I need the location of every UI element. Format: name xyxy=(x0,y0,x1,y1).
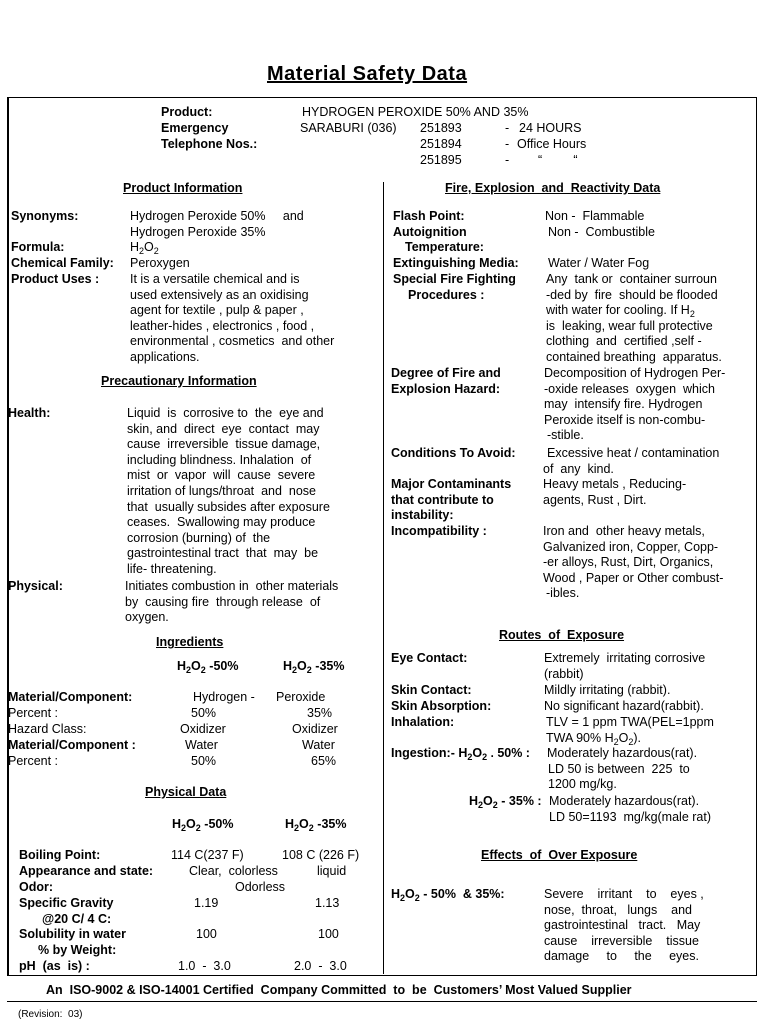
inhal-line: TWA 90% $H_2O_2$). xyxy=(546,730,642,747)
phone-place: SARABURI (036) xyxy=(300,121,397,135)
autoign-value: Non - Combustible xyxy=(548,225,655,239)
health-line: corrosion (burning) of the xyxy=(127,530,271,545)
health-text xyxy=(127,406,330,578)
contam-label-line: that contribute to xyxy=(391,492,494,507)
fire-heading: Fire, Explosion and Reactivity Data xyxy=(445,181,661,195)
boiling-label: Boiling Point: xyxy=(19,848,101,862)
physical-data-heading: Physical Data xyxy=(145,785,227,799)
boiling-v2: 108 C (226 F) xyxy=(282,848,360,862)
ingredients-heading: Ingredients xyxy=(156,635,224,649)
contam-label xyxy=(391,477,511,524)
phone-number: 251894 xyxy=(420,137,462,151)
revision-text: (Revision: 03) xyxy=(18,1009,83,1020)
col-label: -50% xyxy=(209,659,239,673)
col-label: -50% xyxy=(204,817,234,831)
solubility-sub: % by Weight: xyxy=(38,943,117,957)
synonyms-line: Hydrogen Peroxide 35% xyxy=(130,224,266,239)
health-line: mist or vapor will cause severe xyxy=(127,468,316,483)
effects-label-text: - 50% & 35%: xyxy=(423,887,505,901)
ingest-label: Ingestion:- $H_2O_2$ . 50% : xyxy=(391,746,530,762)
health-line: life- threatening. xyxy=(127,561,217,576)
special-text xyxy=(546,272,722,366)
boiling-v1: 114 C(237 F) xyxy=(171,848,244,862)
product-value: HYDROGEN PEROXIDE 50% AND 35% xyxy=(302,105,529,119)
ingredient-row-v1: Hydrogen - xyxy=(193,690,255,704)
special-line: with water for cooling. If $H_2$ xyxy=(546,303,695,320)
ingest1-line: LD 50 is between 225 to xyxy=(548,761,690,776)
column-divider xyxy=(383,182,384,974)
health-label: Health: xyxy=(8,406,51,420)
emergency-label: Emergency xyxy=(161,121,229,135)
ingest-label-a: Ingestion:- H xyxy=(391,746,468,760)
physical-col-50: $H_2O_2$ -50% xyxy=(172,817,234,833)
conditions-line: of any kind. xyxy=(543,461,614,476)
special-line: clothing and certified ,self - xyxy=(546,334,702,349)
incompat-line: Iron and other heavy metals, xyxy=(543,524,705,538)
solubility-label: Solubility in water xyxy=(19,927,126,941)
conditions-line: Excessive heat / contamination xyxy=(547,446,720,460)
precaution-heading: Precautionary Information xyxy=(101,374,257,388)
formula-sub: 2 xyxy=(153,246,159,256)
uses-line: environmental , cosmetics and other xyxy=(130,334,335,349)
ingest2-line: LD 50=1193 mg/kg(male rat) xyxy=(549,809,711,824)
autoign-label: Autoignition xyxy=(393,225,467,239)
special-line: Any tank or container surroun xyxy=(546,272,717,286)
footer-statement: An ISO-9002 & ISO-14001 Certified Company Committed to be Customers’ Most Valued Supplier xyxy=(46,983,632,997)
ingredient-row-v1: 50% xyxy=(191,706,217,720)
incompat-line: -ibles. xyxy=(546,586,580,601)
gravity-v2: 1.13 xyxy=(315,896,340,910)
uses-label: Product Uses : xyxy=(11,272,100,286)
health-line: that usually subsides after exposure xyxy=(127,499,330,514)
ingredient-row-v1: Water xyxy=(185,738,218,752)
col-label: -35% xyxy=(317,817,347,831)
conditions-label: Conditions To Avoid: xyxy=(391,446,516,460)
uses-line: applications. xyxy=(130,349,200,364)
footer-divider xyxy=(7,1001,757,1002)
phone-number: 251895 xyxy=(420,153,462,167)
health-line: skin, and direct eye contact may xyxy=(127,421,320,436)
skin-label: Skin Contact: xyxy=(391,683,472,697)
flash-label: Flash Point: xyxy=(393,209,465,223)
uses-line: used extensively as an oxidising xyxy=(130,287,309,302)
formula-part: O xyxy=(144,240,154,254)
phone-note: Office Hours xyxy=(517,137,587,151)
solubility-v2: 100 xyxy=(318,927,339,941)
uses-line: leather-hides , electronics , food , xyxy=(130,318,315,333)
physical-line: oxygen. xyxy=(125,610,169,625)
ingredient-row-v2: Water xyxy=(302,738,335,752)
contam-text xyxy=(543,477,686,508)
uses-text xyxy=(130,272,334,366)
ingredients-col-35: $H_2O_2$ -35% xyxy=(283,659,345,675)
contam-label-line: Major Contaminants xyxy=(391,477,512,491)
special-line: -ded by fire should be flooded xyxy=(546,287,718,302)
uses-line: agent for textile , pulp & paper , xyxy=(130,303,304,318)
special-label: Special Fire Fighting xyxy=(393,272,516,286)
ph-label: pH (as is) : xyxy=(19,959,90,973)
formula-label: Formula: xyxy=(11,240,65,254)
flash-value: Non - Flammable xyxy=(545,209,645,223)
gravity-sub: @20 C/ 4 C: xyxy=(42,912,112,926)
health-line: ceases. Swallowing may produce xyxy=(127,515,316,530)
ingredient-row-v1: Oxidizer xyxy=(180,722,226,736)
special-label2: Procedures : xyxy=(408,288,485,302)
ingredient-row-v2: 65% xyxy=(311,754,337,768)
ingest-label-b: 50% : xyxy=(493,746,530,760)
ingest1-text xyxy=(547,746,697,793)
ingest2-label: $H_2O_2 - 35\%$ : xyxy=(469,794,542,810)
inhal-label: Inhalation: xyxy=(391,715,455,729)
odor-label: Odor: xyxy=(19,880,54,894)
physical-col-35: $H_2O_2$ -35% xyxy=(285,817,347,833)
phone-dash: - xyxy=(505,121,510,135)
incompat-label: Incompatibility : xyxy=(391,524,487,538)
degree-label2: Explosion Hazard: xyxy=(391,382,501,396)
effects-line: gastrointestinal tract. May xyxy=(544,918,701,933)
degree-line: may intensify fire. Hydrogen xyxy=(544,397,703,412)
synonyms-label: Synonyms: xyxy=(11,209,79,223)
effects-line: cause irreversible tissue xyxy=(544,933,699,948)
appearance-label: Appearance and state: xyxy=(19,864,154,878)
absorb-value: No significant hazard(rabbit). xyxy=(544,699,704,713)
health-line: Liquid is corrosive to the eye and xyxy=(127,406,324,420)
synonyms-line: Hydrogen Peroxide 50% and xyxy=(130,209,304,223)
ingredient-row-label: Percent : xyxy=(8,706,59,720)
ingredient-row-v2: 35% xyxy=(307,706,333,720)
appearance-v1: Clear, colorless xyxy=(189,864,278,878)
extinguish-label: Extinguishing Media: xyxy=(393,256,519,270)
phone-note: 24 HOURS xyxy=(519,121,582,135)
eye-line: (rabbit) xyxy=(544,666,584,681)
formula-sub: 2 xyxy=(139,246,145,256)
special-line: contained breathing apparatus. xyxy=(546,349,722,364)
gravity-v1: 1.19 xyxy=(194,896,219,910)
solubility-v1: 100 xyxy=(196,927,217,941)
ingredient-row-v1: 50% xyxy=(191,754,217,768)
ingredient-row-label: Material/Component: xyxy=(8,690,133,704)
contam-label-line: instability: xyxy=(391,508,454,523)
ingredient-row-label: Material/Component : xyxy=(8,738,136,752)
ingredient-row-label: Hazard Class: xyxy=(8,722,87,736)
inhal-text xyxy=(546,715,714,746)
effects-label: $H_2O_2 - 50\%$ & 35%: xyxy=(391,887,505,903)
ingest2-text xyxy=(549,794,711,825)
health-line: irritation of lungs/throat and nose xyxy=(127,483,317,498)
odor-value: Odorless xyxy=(235,880,286,894)
uses-line: It is a versatile chemical and is xyxy=(130,272,300,286)
family-label: Chemical Family: xyxy=(11,256,114,270)
product-label: Product: xyxy=(161,105,213,119)
incompat-line: Wood , Paper or Other combust- xyxy=(543,570,724,585)
gravity-label: Specific Gravity xyxy=(19,896,114,910)
ingredients-col-50: $H_2O_2$ -50% xyxy=(177,659,239,675)
degree-label: Degree of Fire and xyxy=(391,366,501,380)
product-info-heading: Product Information xyxy=(123,181,243,195)
special-line: is leaking, wear full protective xyxy=(546,318,713,333)
phone-number: 251893 xyxy=(420,121,462,135)
incompat-line: -er alloys, Rust, Dirt, Organics, xyxy=(543,555,714,570)
contam-line: agents, Rust , Dirt. xyxy=(543,492,647,507)
appearance-v2: liquid xyxy=(317,864,347,878)
col-label: -35% xyxy=(315,659,345,673)
degree-line: -oxide releases oxygen which xyxy=(544,381,715,396)
phone-note: “ “ xyxy=(538,153,578,167)
effects-line: nose, throat, lungs and xyxy=(544,902,693,917)
ingest1-line: Moderately hazardous(rat). xyxy=(547,746,698,760)
formula-part: H xyxy=(130,240,140,254)
absorb-label: Skin Absorption: xyxy=(391,699,492,713)
physical-text xyxy=(125,579,338,626)
conditions-text xyxy=(543,446,719,477)
formula-value xyxy=(130,240,159,256)
family-value: Peroxygen xyxy=(130,256,190,270)
ingest1-line: 1200 mg/kg. xyxy=(548,777,617,792)
incompat-text xyxy=(543,524,723,602)
document-title: Material Safety Data xyxy=(267,63,468,85)
ingredient-row-label: Percent : xyxy=(8,754,59,768)
incompat-line: Galvanized iron, Copper, Copp- xyxy=(543,539,719,554)
phone-dash: - xyxy=(505,153,510,167)
phone-dash: - xyxy=(505,137,510,151)
special-line-text: with water for cooling. If H xyxy=(546,303,690,318)
eye-label: Eye Contact: xyxy=(391,651,468,665)
physical-line: Initiates combustion in other materials xyxy=(125,579,339,593)
ingest2-label-text: - 35% : xyxy=(501,794,542,808)
contam-line: Heavy metals , Reducing- xyxy=(543,477,687,491)
eye-line: Extremely irritating corrosive xyxy=(544,651,706,665)
telephone-label: Telephone Nos.: xyxy=(161,137,258,151)
effects-heading: Effects of Over Exposure xyxy=(481,848,638,862)
effects-line: Severe irritant to eyes , xyxy=(544,887,704,901)
ingredient-row-v2: Oxidizer xyxy=(292,722,338,736)
eye-text xyxy=(544,651,705,682)
effects-line: damage to the eyes. xyxy=(544,949,699,964)
ingredient-row-v2: Peroxide xyxy=(276,690,326,704)
autoign-label2: Temperature: xyxy=(405,240,484,254)
physical-line: by causing fire through release of xyxy=(125,594,321,609)
skin-value: Mildly irritating (rabbit). xyxy=(544,683,671,697)
health-line: cause irreversible tissue damage, xyxy=(127,437,321,452)
ph-v2: 2.0 - 3.0 xyxy=(294,959,347,973)
effects-text xyxy=(544,887,704,965)
extinguish-value: Water / Water Fog xyxy=(548,256,650,270)
routes-heading: Routes of Exposure xyxy=(499,628,625,642)
degree-line: -stible. xyxy=(547,428,584,443)
health-line: including blindness. Inhalation of xyxy=(127,452,312,467)
degree-line: Decomposition of Hydrogen Per- xyxy=(544,366,726,380)
inhal-line-text: TWA 90% H xyxy=(546,730,614,745)
degree-text xyxy=(544,366,725,444)
synonyms-text xyxy=(130,209,304,240)
health-line: gastrointestinal tract that may be xyxy=(127,546,319,561)
inhal-line: TLV = 1 ppm TWA(PEL=1ppm xyxy=(546,715,714,729)
ingest2-line: Moderately hazardous(rat). xyxy=(549,794,700,808)
physical-label: Physical: xyxy=(8,579,63,593)
ph-v1: 1.0 - 3.0 xyxy=(178,959,231,973)
degree-line: Peroxide itself is non-combu- xyxy=(544,412,706,427)
